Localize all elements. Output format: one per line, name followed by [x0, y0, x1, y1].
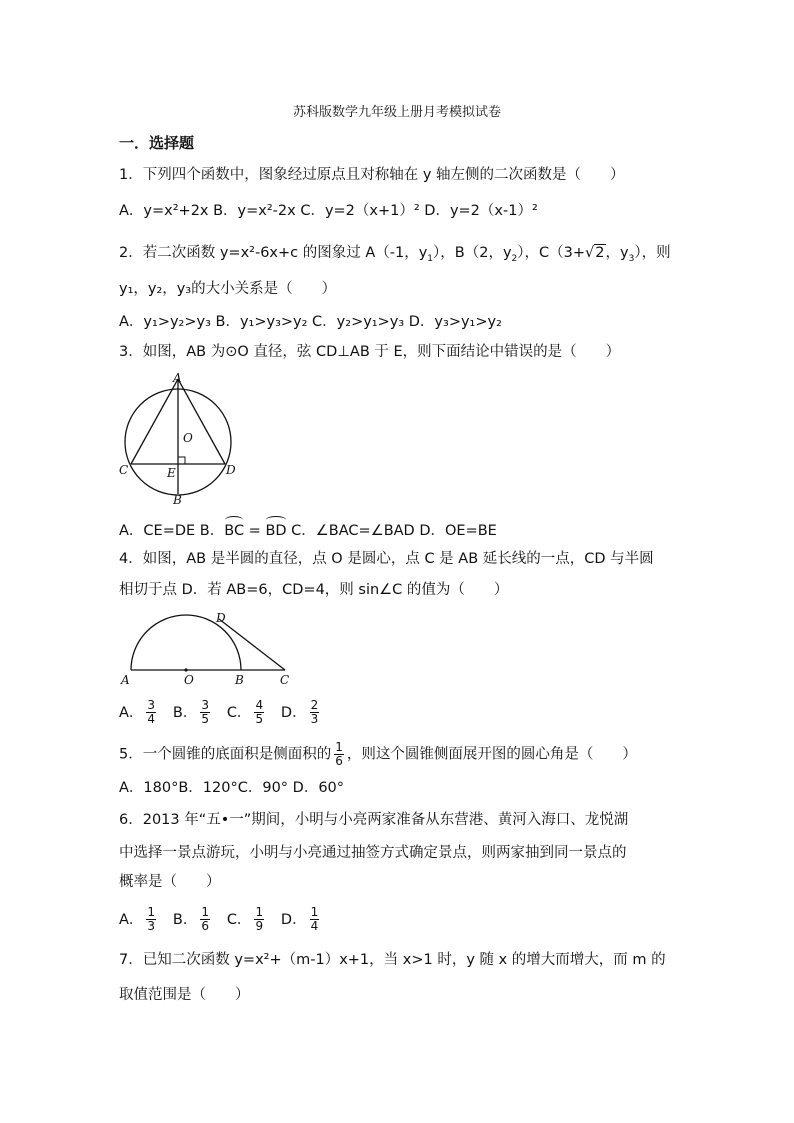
q6-options [119, 906, 322, 933]
q6-option-d: D． $\frac{1}{4}$ [280, 905, 319, 933]
q4-option-a: A． $\frac{3}{4}$ [119, 698, 156, 726]
q5-options: A．180°B．120°C．90° D．60° [119, 780, 345, 796]
q6-stem-line3: 概率是（ ） [119, 874, 221, 890]
q4-label-o: O [184, 673, 194, 687]
q3-circle-figure [117, 370, 247, 510]
q4-label-d: D [216, 611, 226, 625]
q6-stem-line2: 中选择一景点游玩，小明与小亮通过抽签方式确定景点，则两家抽到同一景点的 [119, 845, 627, 861]
q6-option-c: C． $\frac{1}{9}$ [226, 905, 264, 933]
q4-semicircle-figure [119, 608, 299, 688]
q3-stem: 3．如图，AB 为⊙O 直径，弦 CD⊥AB 于 E，则下面结论中错误的是（ ） [119, 344, 621, 360]
q3-label-d: D [226, 463, 236, 477]
q4-option-b: B． $\frac{3}{5}$ [172, 698, 209, 726]
q1-options: A．y=x²+2x B．y=x²-2x C．y=2（x+1）² D．y=2（x-1）² [119, 203, 538, 219]
q4-option-d: D． $\frac{2}{3}$ [280, 698, 319, 726]
q3-label-a: A [173, 371, 182, 385]
q1-stem: 1．下列四个函数中，图象经过原点且对称轴在 y 轴左侧的二次函数是（ ） [119, 167, 625, 183]
q4-label-c: C [280, 673, 290, 687]
q4-label-a: A [121, 673, 130, 687]
q4-stem-line2: 相切于点 D．若 AB=6，CD=4，则 sin∠C 的值为（ ） [119, 582, 509, 598]
q3-label-o: O [183, 431, 193, 445]
q6-option-a: A． $\frac{1}{3}$ [119, 905, 156, 933]
q2-options: A．y₁>y₂>y₃ B．y₁>y₃>y₂ C．y₂>y₁>y₃ D．y₃>y₁>y₂ [119, 314, 502, 330]
section-heading: 一．选择题 [119, 134, 195, 152]
q6-option-b: B． $\frac{1}{6}$ [172, 905, 209, 933]
q6-stem-line1: 6．2013 年“五•一”期间，小明与小亮两家准备从东营港、黄河入海口、龙悦湖 [119, 812, 629, 828]
q7-stem-line1: 7．已知二次函数 y=x²+（m-1）x+1，当 x>1 时，y 随 x 的增大而增大，而 m 的 [119, 952, 666, 968]
q3-label-e: E [167, 466, 176, 480]
q3-label-c: C [119, 463, 129, 477]
q2-stem: 2．若二次函数 y=x²-6x+c 的图象过 A（-1，$y_1$），B（2，$y_2$），C（3+√2，$y_3$），则 [119, 245, 671, 264]
q2-stem-line2: y₁，y₂，y₃的大小关系是（ ） [119, 281, 337, 297]
q3-label-b: B [173, 493, 182, 507]
q7-stem-line2: 取值范围是（ ） [119, 987, 250, 1003]
q4-option-c: C． $\frac{4}{5}$ [226, 698, 264, 726]
page-title: 苏科版数学九年级上册月考模拟试卷 [292, 105, 501, 120]
q4-label-b: B [235, 673, 244, 687]
q4-options [119, 699, 322, 726]
q5-stem: 5．一个圆锥的底面积是侧面积的 $\frac{1}{6}$ ，则这个圆锥侧面展开图的圆心角是（ ） [119, 740, 637, 768]
q3-options: A．CE=DE B．BC = BD C．∠BAC=∠BAD D．OE=BE [119, 518, 497, 541]
q4-stem-line1: 4．如图，AB 是半圆的直径，点 O 是圆心，点 C 是 AB 延长线的一点，CD 与半圆 [119, 551, 654, 567]
